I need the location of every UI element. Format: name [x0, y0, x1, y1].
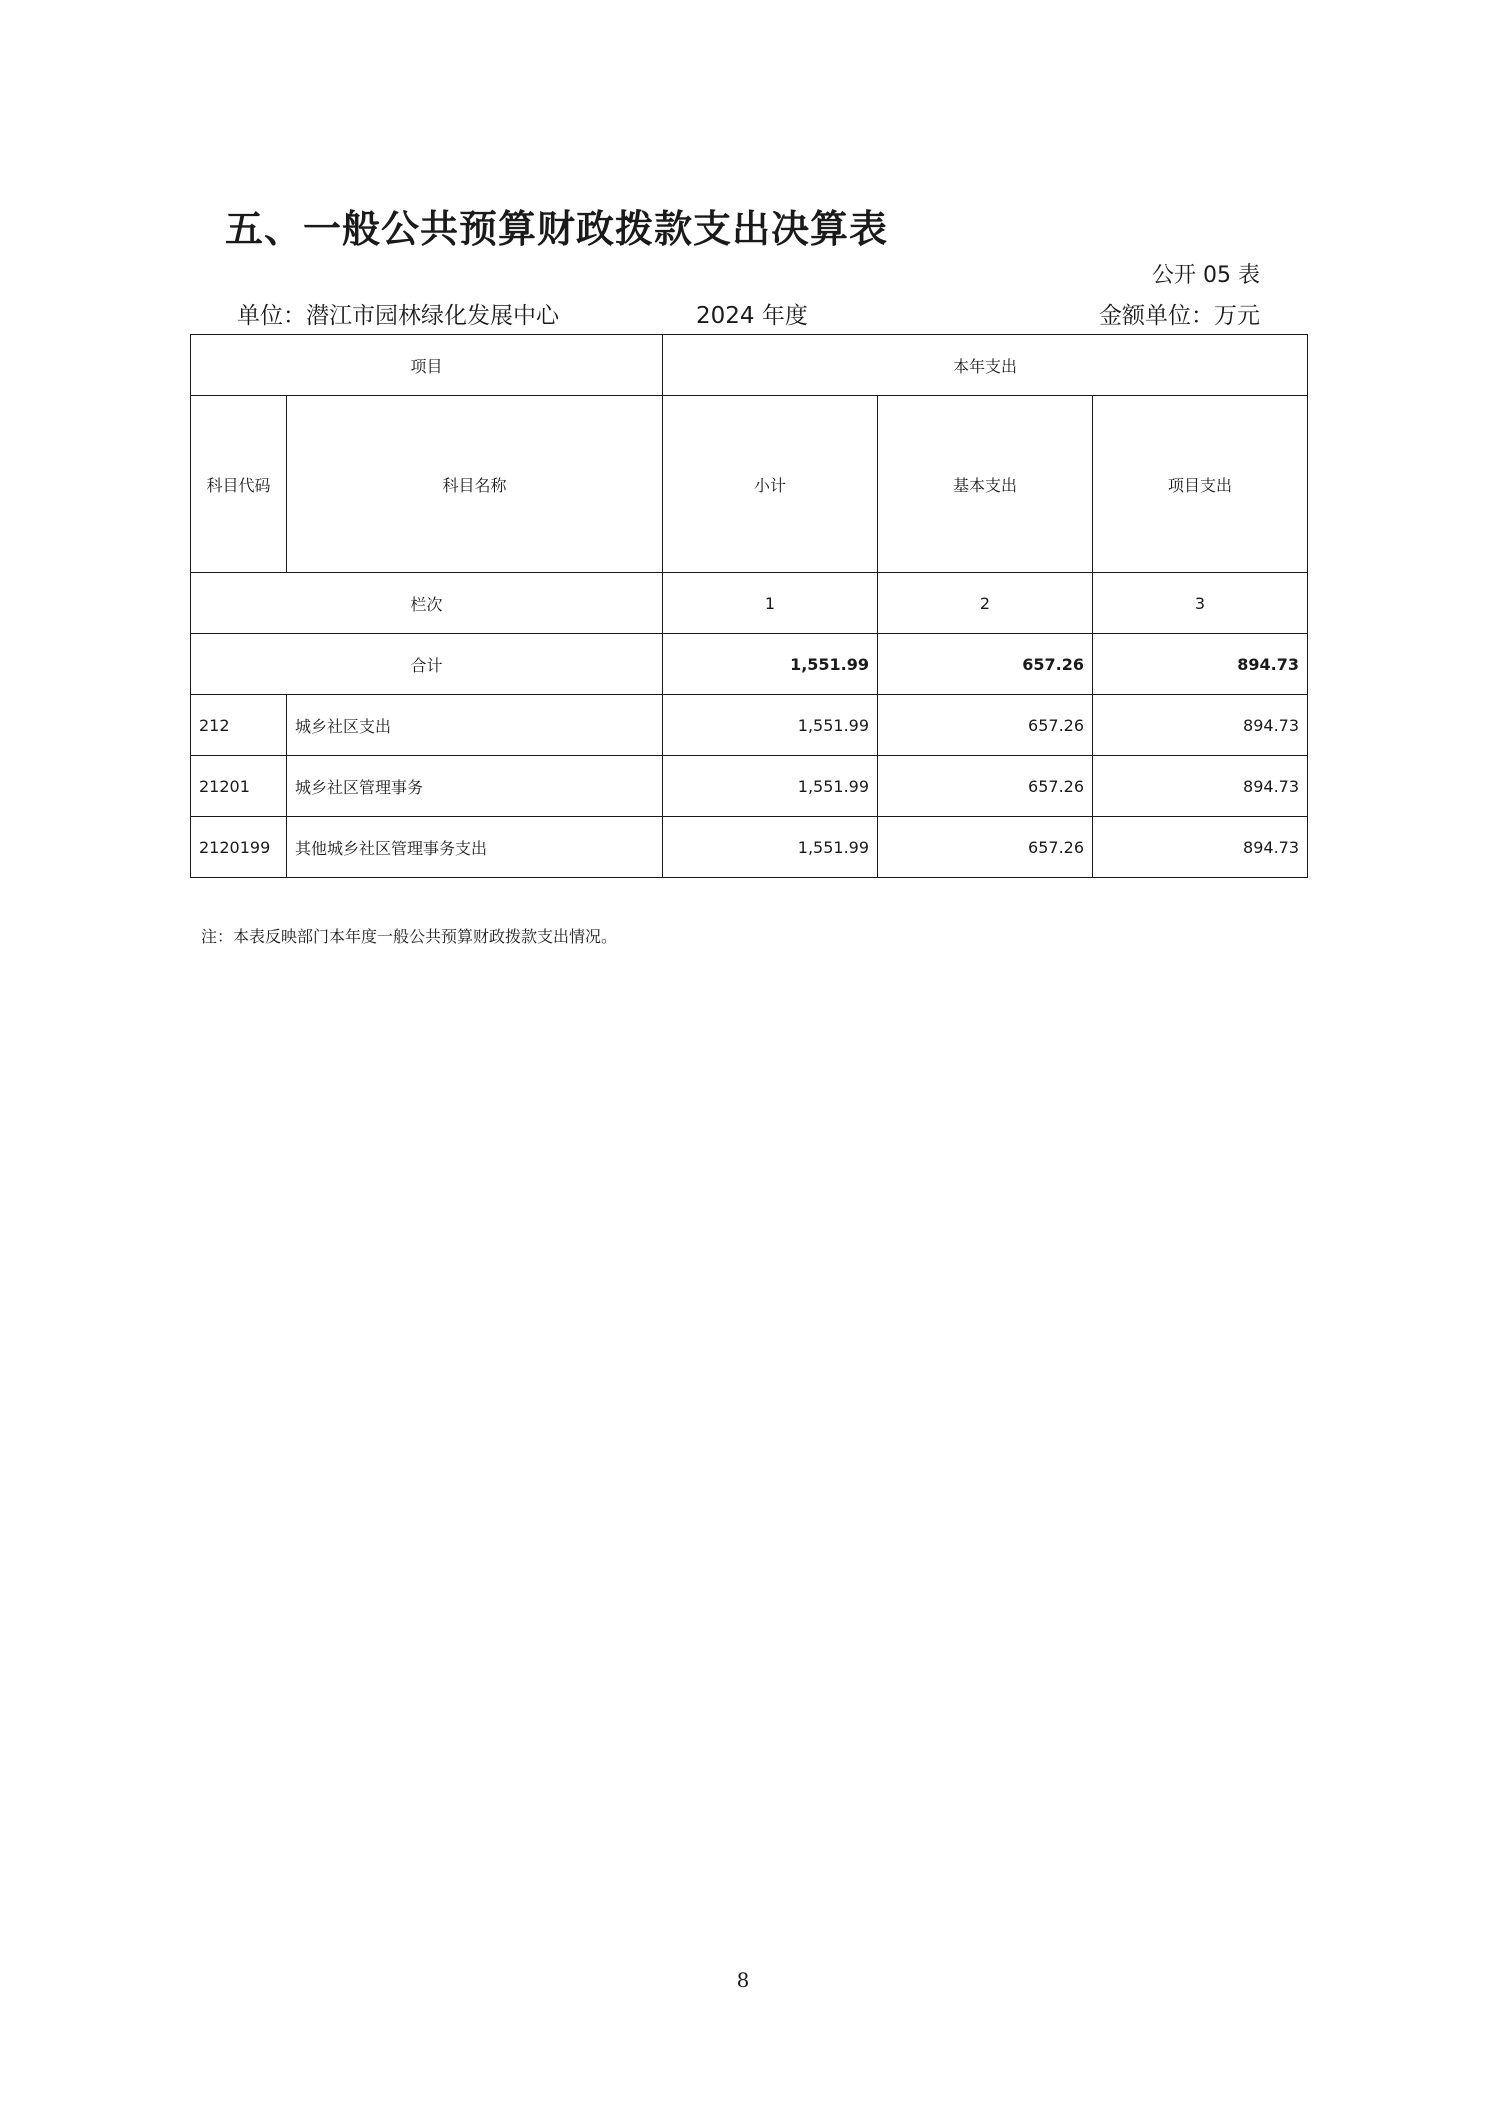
column-header-project: 项目支出 — [1093, 396, 1308, 573]
column-number-1: 1 — [663, 573, 878, 634]
row-subtotal: 1,551.99 — [663, 695, 878, 756]
total-row — [191, 634, 1308, 695]
row-project: 894.73 — [1093, 695, 1308, 756]
expenditure-table — [190, 334, 1308, 878]
row-basic: 657.26 — [878, 817, 1093, 878]
table-row — [191, 695, 1308, 756]
column-number-3: 3 — [1093, 573, 1308, 634]
table-row — [191, 817, 1308, 878]
row-code: 2120199 — [191, 817, 287, 878]
row-code: 21201 — [191, 756, 287, 817]
row-subtotal: 1,551.99 — [663, 817, 878, 878]
column-header-subtotal: 小计 — [663, 396, 878, 573]
total-basic: 657.26 — [878, 634, 1093, 695]
page-title: 五、一般公共预算财政拨款支出决算表 — [225, 207, 889, 251]
row-project: 894.73 — [1093, 756, 1308, 817]
row-subtotal: 1,551.99 — [663, 756, 878, 817]
row-name: 城乡社区支出 — [287, 695, 663, 756]
column-number-row — [191, 573, 1308, 634]
table-code: 公开 05 表 — [1152, 263, 1260, 288]
header-current-expense: 本年支出 — [663, 335, 1308, 396]
column-header-basic: 基本支出 — [878, 396, 1093, 573]
column-header-name: 科目名称 — [287, 396, 663, 573]
page-number: 8 — [736, 1968, 750, 1992]
table-note: 注：本表反映部门本年度一般公共预算财政拨款支出情况。 — [201, 927, 618, 946]
table-header-row-2 — [191, 396, 1308, 573]
row-project: 894.73 — [1093, 817, 1308, 878]
row-name: 其他城乡社区管理事务支出 — [287, 817, 663, 878]
unit-label: 单位：潜江市园林绿化发展中心 — [237, 303, 559, 329]
currency-unit-label: 金额单位：万元 — [1099, 303, 1260, 329]
row-basic: 657.26 — [878, 695, 1093, 756]
column-header-code: 科目代码 — [191, 396, 287, 573]
total-label: 合计 — [191, 634, 663, 695]
header-project: 项目 — [191, 335, 663, 396]
row-name: 城乡社区管理事务 — [287, 756, 663, 817]
column-number-label: 栏次 — [191, 573, 663, 634]
total-subtotal: 1,551.99 — [663, 634, 878, 695]
table-row — [191, 756, 1308, 817]
column-number-2: 2 — [878, 573, 1093, 634]
year-label: 2024 年度 — [696, 303, 808, 329]
row-code: 212 — [191, 695, 287, 756]
total-project: 894.73 — [1093, 634, 1308, 695]
row-basic: 657.26 — [878, 756, 1093, 817]
table-header-row-1 — [191, 335, 1308, 396]
